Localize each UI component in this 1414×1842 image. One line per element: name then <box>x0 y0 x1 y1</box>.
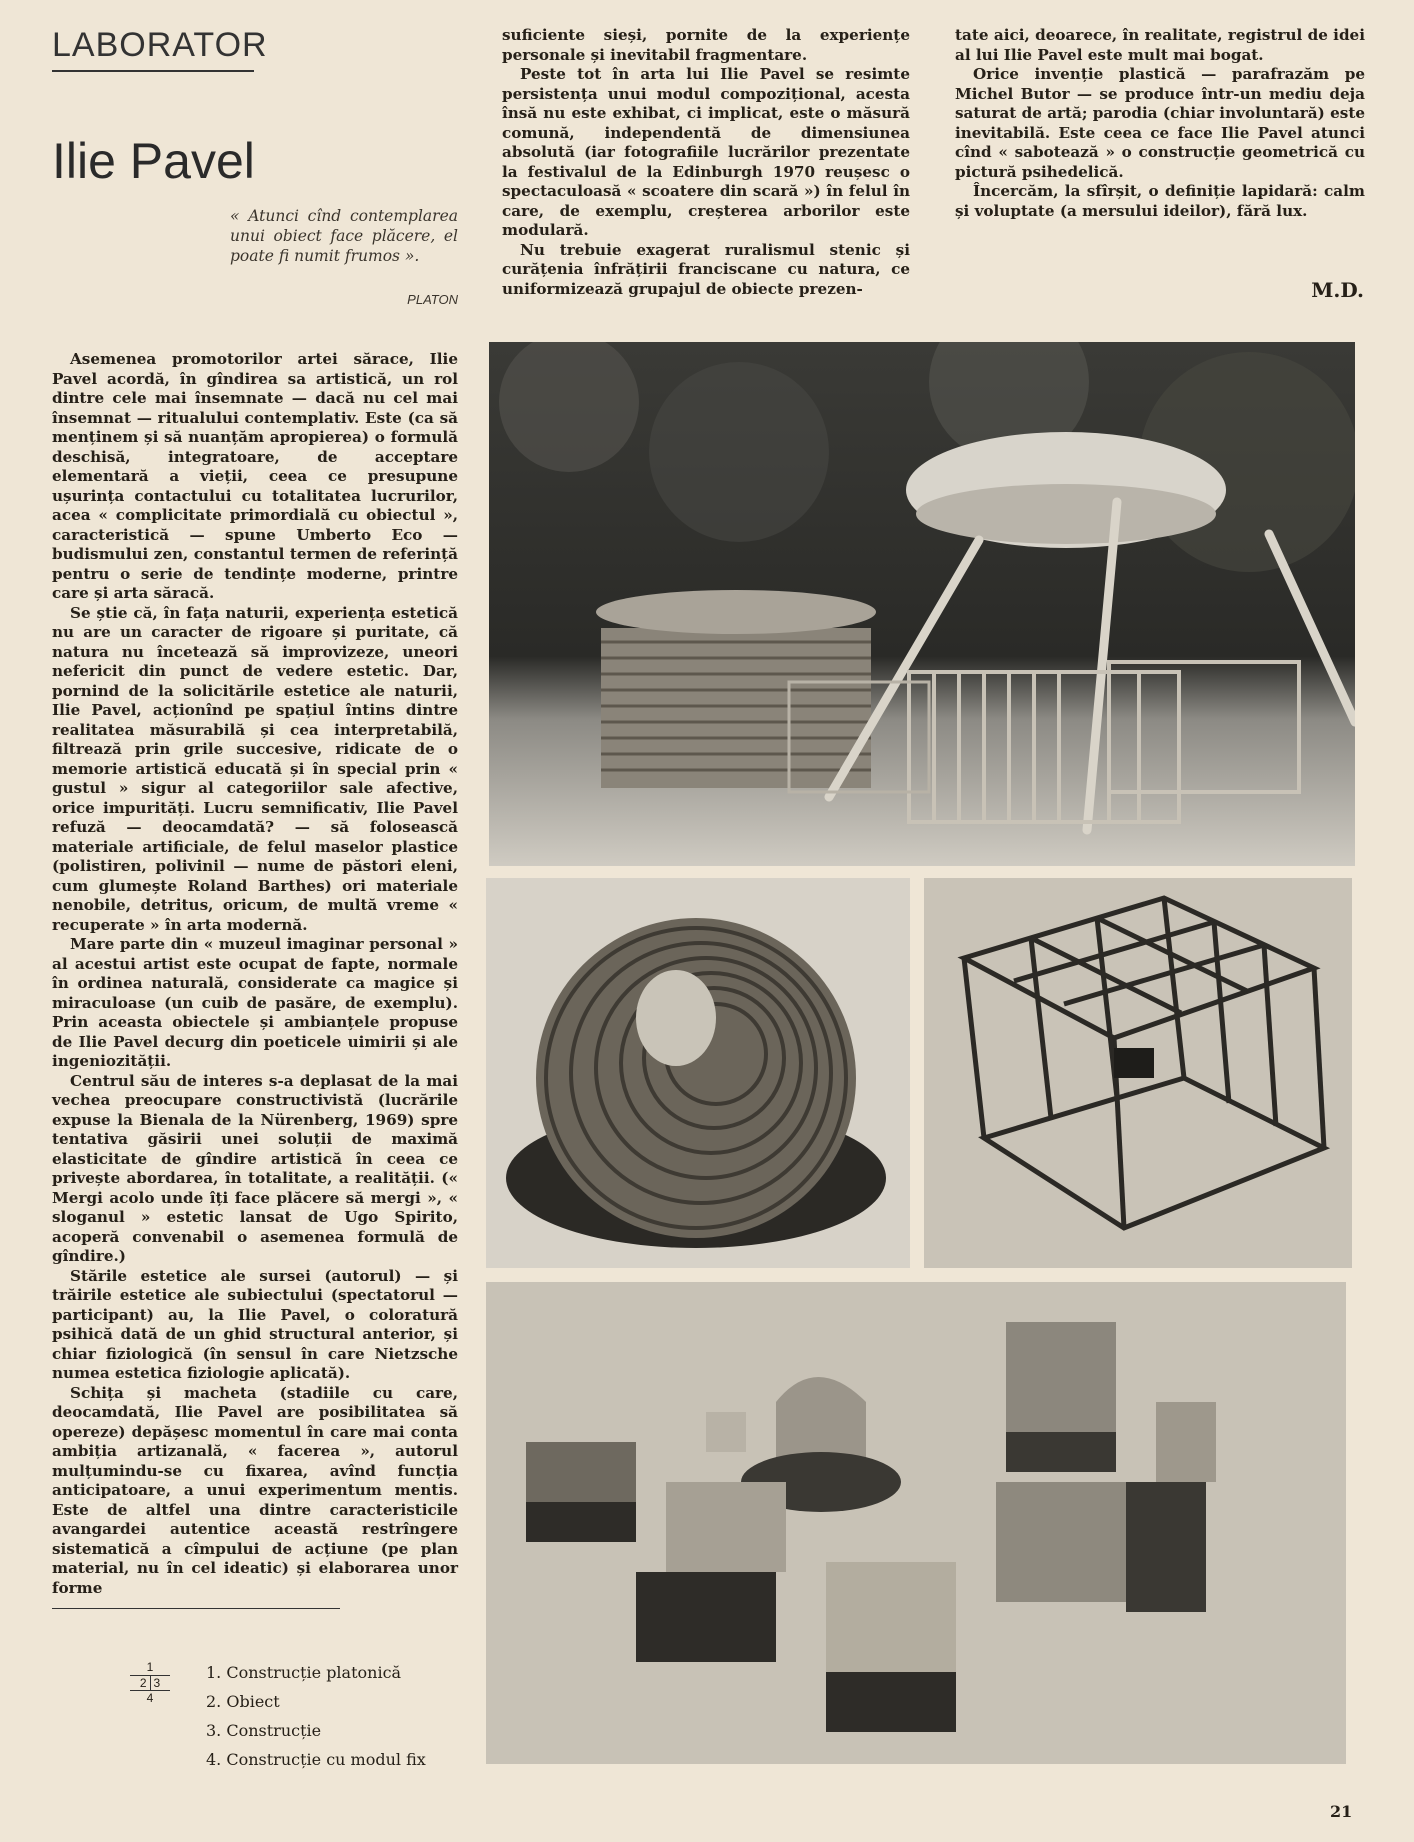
middle-text-column <box>502 26 910 299</box>
figure-key-top: 1 <box>130 1660 170 1676</box>
figure-key <box>130 1660 170 1705</box>
caption-item: 1. Construcție platonică <box>206 1663 402 1682</box>
figure-key-mid-right: 3 <box>153 1676 161 1690</box>
figure-key-bottom: 4 <box>146 1691 154 1705</box>
author-signature: M.D. <box>1311 278 1364 302</box>
section-underline <box>52 70 254 72</box>
section-label: LABORATOR <box>52 26 268 64</box>
article-title: Ilie Pavel <box>52 133 255 189</box>
paragraph: Schița și macheta (stadiile cu care, deocamdată, Ilie Pavel are posibilitatea să opereze) depășesc momentul în care mai conta ambiția artizanală, « facerea », autorul mulțumindu-se cu fixarea, avînd funcția anticipatoare, a unui experimentum mentis. Este de altfel una dintre caracteristicile avangardei autentice această restrîngere sistematică a cîmpului de acțiune (pe plan material, nu în cel ideatic) și elaborarea unor forme <box>52 1383 458 1597</box>
paragraph: Stările estetice ale sursei (autorul) — și trăirile estetice ale subiectului (spectatorul — participant) au, la Ilie Pavel, o coloratură psihică dată de un ghid structural anterior, și chiar fiziologică (în sensul în care Nietzsche numea estetica fiziologie aplicată). <box>52 1266 458 1382</box>
photo-object <box>486 878 910 1268</box>
paragraph: Orice invenție plastică — parafrazăm pe Michel Butor — se produce într-un mediu deja saturat de artă; parodia (chiar involuntară) este inevitabilă. Este ceea ce face Ilie Pavel atunci cînd « sabotează » o construcție geometrică cu pictură psihedelică. <box>955 65 1365 181</box>
paragraph: Se știe că, în fața naturii, experiența estetică nu are un caracter de rigoare și puritate, că natura nu încetează să improvizeze, uneori nefericit din punct de vedere estetic. Dar, pornind de la solicitările estetice ale naturii, Ilie Pavel, acționînd pe spațiul întins dintre realitatea măsurabilă și cea interpretabilă, filtrează prin grile succesive, ridicate de o memorie artistică educată și în special prin « gustul » sigur al categoriilor sale afective, orice impurități. Lucru semnificativ, Ilie Pavel refuză — deocamdată? — să folosească materiale artificiale, de felul maselor plastice (polistiren, polivinil — nume de păstori eleni, cum glumește Roland Barthes) ori materiale nenobile, detritus, oricum, de multă vreme « recuperate » în arta modernă. <box>52 603 458 934</box>
paragraph: Asemenea promotorilor artei sărace, Ilie Pavel acordă, în gîndirea sa artistică, un rol dintre cele mai însemnate — dacă nu cel mai însemnat — ritualului contemplativ. Este (ca să menținem și să nuanțăm apropierea) o formulă deschisă, integratoare, de acceptare elementară a vieții, ceea ce presupune ușurința contactului cu totalitatea lucrurilor, acea « complicitate primordială cu obiectul », caracteristică — spune Umberto Eco — budismului zen, constantul termen de referință pentru o serie de tendințe moderne, printre care și arta săracă. <box>52 350 458 602</box>
photo-construction <box>924 878 1352 1268</box>
right-text-column <box>955 26 1365 221</box>
caption-item: 4. Construcție cu modul fix <box>206 1750 426 1769</box>
left-text-column <box>52 350 458 1598</box>
epigraph-author: PLATON <box>407 292 458 307</box>
photo-construction-fixed-module <box>486 1282 1346 1764</box>
epigraph-text: « Atunci cînd contemplarea unui obiect face plăcere, el poate fi numit frumos ». <box>230 207 458 265</box>
paragraph: Mare parte din « muzeul imaginar personal » al acestui artist este ocupat de fapte, normale în ordinea naturală, considerate ca magice și miraculoase (un cuib de pasăre, de exemplu). Prin aceasta obiectele și ambianțele propuse de Ilie Pavel decurg din poeticele uimirii și ale ingeniozității. <box>52 935 458 1070</box>
paragraph: Nu trebuie exagerat ruralismul stenic și curățenia înfrățirii franciscane cu natura, ce uniformizează grupajul de obiecte prezen- <box>502 240 910 298</box>
figure-key-mid-left: 2 <box>137 1676 151 1690</box>
paragraph: tate aici, deoarece, în realitate, registrul de idei al lui Ilie Pavel este mult mai bogat. <box>955 26 1365 64</box>
figure-captions <box>206 1658 456 1774</box>
photo-platonic-construction <box>489 342 1355 866</box>
paragraph: Centrul său de interes s-a deplasat de la mai vechea preocupare constructivistă (lucrările expuse la Bienala de la Nürenberg, 1969) spre tentativa găsirii unei soluții de maximă elasticitate de gîndire artistică în ceea ce privește abordarea, în totalitate, a realității. (« Mergi acolo unde îți face plăcere să mergi », « sloganul » estetic lansat de Ugo Spirito, acoperă convenabil o asemenea formulă de gîndire.) <box>52 1071 458 1265</box>
paragraph: suficiente sieși, pornite de la experiențe personale și inevitabil fragmentare. <box>502 26 910 64</box>
paragraph: Peste tot în arta lui Ilie Pavel se resimte persistența unui modul compozițional, acesta însă nu este exhibat, ci implicat, este o măsură comună, independentă de dimensiunea absolută (iar fotografiile lucrărilor prezentate la festivalul de la Edinburgh 1970 reușesc o spectaculoasă « scoatere din scară ») în felul în care, de exemplu, creșterea arborilor este modulară. <box>502 65 910 239</box>
page-number: 21 <box>1330 1802 1353 1821</box>
paragraph: Încercăm, la sfîrșit, o definiție lapidară: calm și voluptate (a mersului ideilor), fără lux. <box>955 182 1365 220</box>
caption-item: 3. Construcție <box>206 1721 322 1740</box>
caption-item: 2. Obiect <box>206 1692 280 1711</box>
footnote-divider <box>52 1608 340 1609</box>
